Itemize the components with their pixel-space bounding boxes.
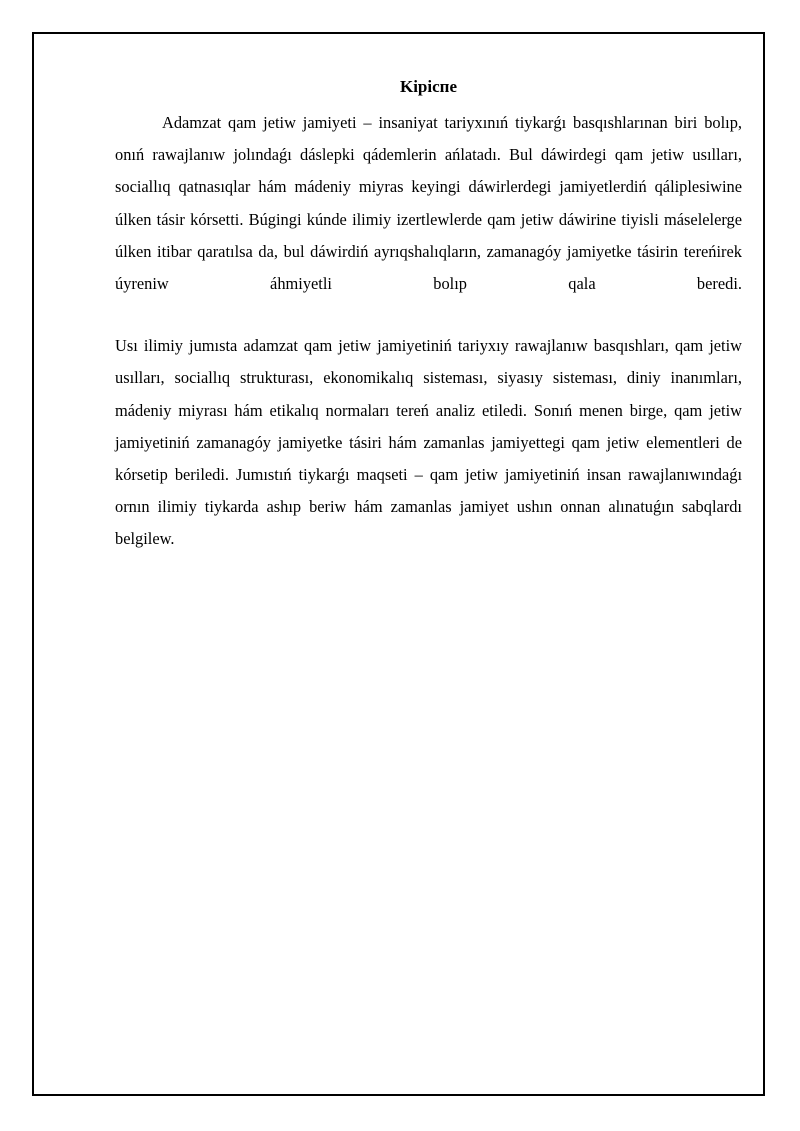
paragraph-spacer — [115, 300, 742, 330]
document-body — [115, 77, 742, 556]
paragraph-intro: Adamzat qam jetiw jamiyeti – insaniyat tariyxınıń tiykarǵı basqıshlarınan biri bolıp, onıń rawajlanıw jolındaǵı dáslepki qádemlerin ańlatadı. Bul dáwirdegi qam jetiw usılları, sociallıq qatnasıqlar hám mádeniy miyras keyingi dáwirlerdegi jamiyetlerdiń qáliplesiwine úlken tásir kórsetti. Búgingi kúnde ilimiy izertlewlerde qam jetiw dáwirine tiyisli máselelerge úlken itibar qaratılsa da, bul dáwirdiń ayrıqshalıqların, zamanagóy jamiyetke tásirin tereńirek úyreniw áhmiyetli bolıp qala beredi. — [115, 113, 742, 294]
paragraph-scope: Usı ilimiy jumısta adamzat qam jetiw jamiyetiniń tariyxıy rawajlanıw basqıshları, qam jetiw usılları, sociallıq strukturası, ekonomikalıq sisteması, siyasıy sisteması, diniy inanımları, mádeniy miyrası hám etikalıq normaları tereń analiz etiledi. Sonıń menen birge, qam jetiw jamiyetiniń zamanagóy jamiyetke tásiri hám zamanlas jamiyettegi qam jetiw elementleri de kórsetip beriledi. Jumıstıń tiykarǵı maqseti – qam jetiw jamiyetiniń insan rawajlanıwındaǵı ornın ilimiy tiykarda ashıp beriw hám zamanlas jamiyet ushın onnan alınatuǵın sabqlardı belgilew. — [115, 336, 742, 549]
document-title: Kipicпe — [399, 77, 457, 96]
